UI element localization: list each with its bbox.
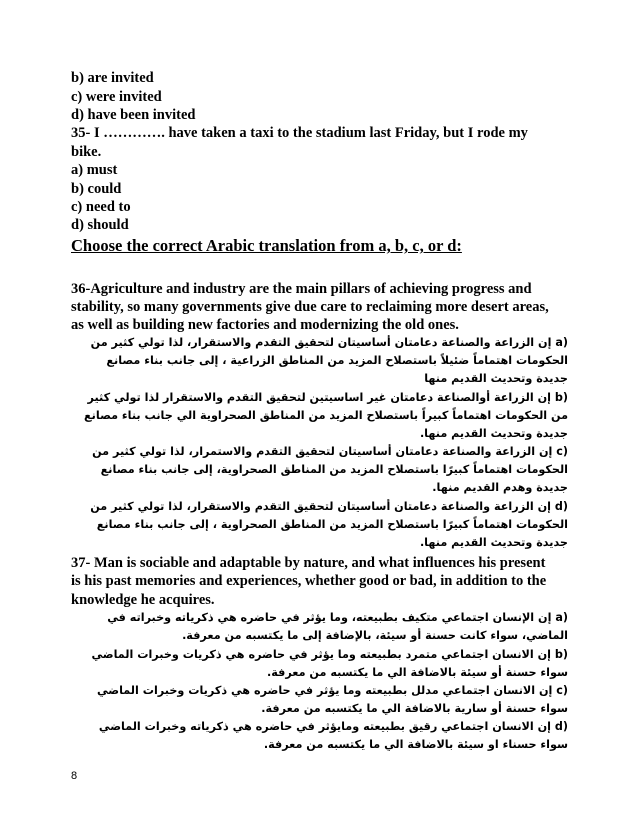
q37-stem-line2: is his past memories and experiences, whether good or bad, in addition to the [71, 573, 547, 589]
q36-option-b [71, 389, 568, 443]
q35-option-d: d) should [71, 217, 129, 233]
option-text: إن الانسان اجتماعي رقيق بطبيعته ومايؤثر في حاضره هي ذكرياته وخبرات الماضي سواء حسناء او سيئة بالاضافة الي ما يكتسبه من معرفة. [98, 720, 568, 751]
q36-stem-line3: as well as building new factories and modernizing the old ones. [71, 317, 459, 333]
q35-option-b: b) could [71, 181, 122, 197]
q36-option-c [71, 443, 568, 497]
option-text: إن الزراعة والصناعة دعامتان أساسيتان لتحقيق التقدم والاستقرار، لذا تولي كثير من الحكومات اهتماماً كبيرًا باستصلاح المزيد من المناطق الصحراوية ، إلى جانب بناء مصانع جديدة وتحديث القديم منها. [90, 500, 568, 549]
option-text: إن الزراعة والصناعة دعامتان أساسيتان لتحقيق التقدم والاستمرار، لذا تولي كثير من الحكومات اهتماماً كبيرًا باستصلاح المزيد من المناطق الصحراوية، إلى جانب بناء مصانع جديدة وهدم القديم منها. [92, 445, 568, 494]
q36-stem-line2: stability, so many governments give due care to reclaiming more desert areas, [71, 299, 549, 315]
q35-stem-line2: bike. [71, 144, 102, 160]
q36-option-d [71, 498, 568, 552]
q37-option-b [71, 646, 568, 682]
q34-option-d: d) have been invited [71, 107, 196, 123]
q37-stem-line3: knowledge he acquires. [71, 592, 215, 608]
option-text: إن الزراعة أوالصناعة دعامتان غير اساسيتين لتحقيق التقدم والاستقرار لذا تولي كثير من الحكومات اهتماماً كبيراً باستصلاح المزيد من المناطق الصحراوية الي جانب بناء مصانع جديدة وتحديث القديم منها. [84, 391, 568, 440]
option-label: d) [554, 720, 568, 733]
q37-option-d [71, 718, 568, 754]
option-text: إن الانسان اجتماعي متمرد بطبيعته وما يؤثر في حاضره هي ذكريات وخبرات الماضي سواء حسنة أو سيئة بالاضافة الي ما يكتسبه من معرفة. [91, 648, 568, 679]
option-label: c) [556, 684, 568, 697]
option-label: a) [555, 336, 568, 349]
option-label: b) [554, 391, 568, 404]
q35-option-a: a) must [71, 162, 118, 178]
q34-option-b: b) are invited [71, 70, 154, 86]
page-number: 8 [71, 770, 78, 782]
option-text: إن الزراعة والصناعة دعامتان أساسيتان لتحقيق التقدم والاستقرار، لذا تولي كثير من الحكومات اهتماماً ضئيلاً باستصلاح المزيد من المناطق الزراعية ، إلى جانب بناء مصانع جديدة وتحديث القديم منها [90, 336, 568, 385]
option-text: إن الإنسان اجتماعي متكيف بطبيعته، وما يؤثر في حاضره هي ذكرياته وخبراته في الماضي، سواء كانت حسنة أو سيئة، بالإضافة إلى ما يكتسبه من معرفة. [107, 611, 568, 642]
q34-option-c: c) were invited [71, 89, 162, 105]
section-heading: Choose the correct Arabic translation from a, b, c, or d: [71, 236, 462, 255]
option-label: b) [554, 648, 568, 661]
q37-option-c [71, 682, 568, 718]
q35-option-c: c) need to [71, 199, 131, 215]
option-label: d) [554, 500, 568, 513]
q36-option-a [71, 334, 568, 388]
q37-option-a [71, 609, 568, 645]
option-text: إن الانسان اجتماعي مدلل بطبيعته وما يؤثر في حاضره هي ذكريات وخبرات الماضي سواء حسنة أو سارية بالاضافة الي ما يكتسبه من معرفة. [96, 684, 568, 715]
q37-stem-line1: 37- Man is sociable and adaptable by nature, and what influences his present [71, 555, 546, 571]
option-label: c) [556, 445, 568, 458]
option-label: a) [555, 611, 568, 624]
q35-stem-line1: 35- I …………. have taken a taxi to the stadium last Friday, but I rode my [71, 125, 528, 141]
q36-stem-line1: 36-Agriculture and industry are the main pillars of achieving progress and [71, 281, 532, 297]
